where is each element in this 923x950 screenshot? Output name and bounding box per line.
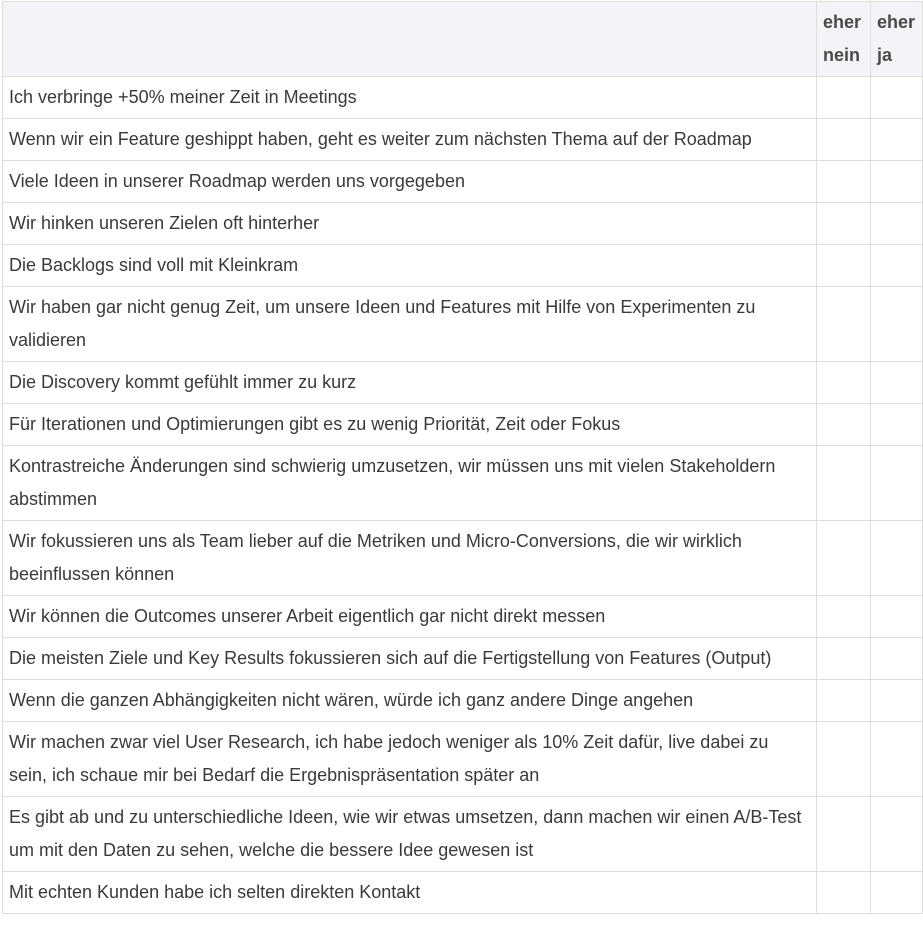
statement-text: Wenn die ganzen Abhängigkeiten nicht wären, würde ich ganz andere Dinge angehen — [3, 680, 817, 722]
table-row — [3, 119, 923, 161]
answer-eher-nein-cell[interactable] — [817, 680, 871, 722]
statement-text: Wir hinken unseren Zielen oft hinterher — [3, 203, 817, 245]
statement-text: Die Backlogs sind voll mit Kleinkram — [3, 245, 817, 287]
table-row — [3, 680, 923, 722]
answer-eher-ja-cell[interactable] — [871, 722, 923, 797]
answer-eher-ja-cell[interactable] — [871, 203, 923, 245]
answer-eher-nein-cell[interactable] — [817, 404, 871, 446]
statement-text: Viele Ideen in unserer Roadmap werden uns vorgegeben — [3, 161, 817, 203]
table-header — [3, 2, 923, 77]
header-eher-nein-line1: eher — [823, 12, 862, 32]
table-row — [3, 638, 923, 680]
table-row — [3, 797, 923, 872]
table-row — [3, 521, 923, 596]
answer-eher-ja-cell[interactable] — [871, 596, 923, 638]
answer-eher-nein-cell[interactable] — [817, 161, 871, 203]
header-eher-ja — [871, 2, 923, 77]
statement-text: Für Iterationen und Optimierungen gibt es zu wenig Priorität, Zeit oder Fokus — [3, 404, 817, 446]
statement-text: Kontrastreiche Änderungen sind schwierig umzusetzen, wir müssen uns mit vielen Stakeholdern abstimmen — [3, 446, 817, 521]
statement-text: Die meisten Ziele und Key Results fokussieren sich auf die Fertigstellung von Features (Output) — [3, 638, 817, 680]
answer-eher-nein-cell[interactable] — [817, 362, 871, 404]
answer-eher-ja-cell[interactable] — [871, 521, 923, 596]
survey-table — [2, 1, 923, 914]
answer-eher-nein-cell[interactable] — [817, 119, 871, 161]
answer-eher-nein-cell[interactable] — [817, 203, 871, 245]
statement-text: Wir haben gar nicht genug Zeit, um unsere Ideen und Features mit Hilfe von Experimenten zu validieren — [3, 287, 817, 362]
answer-eher-nein-cell[interactable] — [817, 722, 871, 797]
answer-eher-ja-cell[interactable] — [871, 638, 923, 680]
answer-eher-nein-cell[interactable] — [817, 446, 871, 521]
header-eher-ja-line1: eher — [877, 12, 916, 32]
statement-text: Die Discovery kommt gefühlt immer zu kurz — [3, 362, 817, 404]
answer-eher-ja-cell[interactable] — [871, 77, 923, 119]
table-row — [3, 722, 923, 797]
answer-eher-ja-cell[interactable] — [871, 797, 923, 872]
table-row — [3, 161, 923, 203]
answer-eher-ja-cell[interactable] — [871, 161, 923, 203]
statement-text: Es gibt ab und zu unterschiedliche Ideen, wie wir etwas umsetzen, dann machen wir einen A/B-Test um mit den Daten zu sehen, welche die bessere Idee gewesen ist — [3, 797, 817, 872]
answer-eher-nein-cell[interactable] — [817, 245, 871, 287]
header-eher-ja-line2: ja — [877, 45, 893, 65]
answer-eher-ja-cell[interactable] — [871, 245, 923, 287]
table-row — [3, 287, 923, 362]
table-row — [3, 446, 923, 521]
table-row — [3, 404, 923, 446]
header-eher-nein-line2: nein — [823, 45, 861, 65]
statement-text: Ich verbringe +50% meiner Zeit in Meetings — [3, 77, 817, 119]
answer-eher-nein-cell[interactable] — [817, 797, 871, 872]
answer-eher-ja-cell[interactable] — [871, 287, 923, 362]
answer-eher-nein-cell[interactable] — [817, 872, 871, 914]
header-row — [3, 2, 923, 77]
table-row — [3, 872, 923, 914]
statement-text: Wir fokussieren uns als Team lieber auf die Metriken und Micro-Conversions, die wir wirklich beeinflussen können — [3, 521, 817, 596]
table-row — [3, 362, 923, 404]
table-row — [3, 245, 923, 287]
answer-eher-ja-cell[interactable] — [871, 680, 923, 722]
answer-eher-ja-cell[interactable] — [871, 119, 923, 161]
answer-eher-ja-cell[interactable] — [871, 446, 923, 521]
statement-text: Mit echten Kunden habe ich selten direkten Kontakt — [3, 872, 817, 914]
answer-eher-ja-cell[interactable] — [871, 362, 923, 404]
table-body — [3, 77, 923, 914]
answer-eher-ja-cell[interactable] — [871, 872, 923, 914]
statement-text: Wir können die Outcomes unserer Arbeit eigentlich gar nicht direkt messen — [3, 596, 817, 638]
header-eher-nein — [817, 2, 871, 77]
statement-text: Wir machen zwar viel User Research, ich habe jedoch weniger als 10% Zeit dafür, live dabei zu sein, ich schaue mir bei Bedarf die Ergebnispräsentation später an — [3, 722, 817, 797]
table-row — [3, 77, 923, 119]
statement-text: Wenn wir ein Feature geshippt haben, geht es weiter zum nächsten Thema auf der Roadmap — [3, 119, 817, 161]
answer-eher-nein-cell[interactable] — [817, 596, 871, 638]
answer-eher-nein-cell[interactable] — [817, 287, 871, 362]
answer-eher-nein-cell[interactable] — [817, 521, 871, 596]
answer-eher-nein-cell[interactable] — [817, 638, 871, 680]
answer-eher-ja-cell[interactable] — [871, 404, 923, 446]
table-row — [3, 203, 923, 245]
header-statement — [3, 2, 817, 77]
table-row — [3, 596, 923, 638]
answer-eher-nein-cell[interactable] — [817, 77, 871, 119]
